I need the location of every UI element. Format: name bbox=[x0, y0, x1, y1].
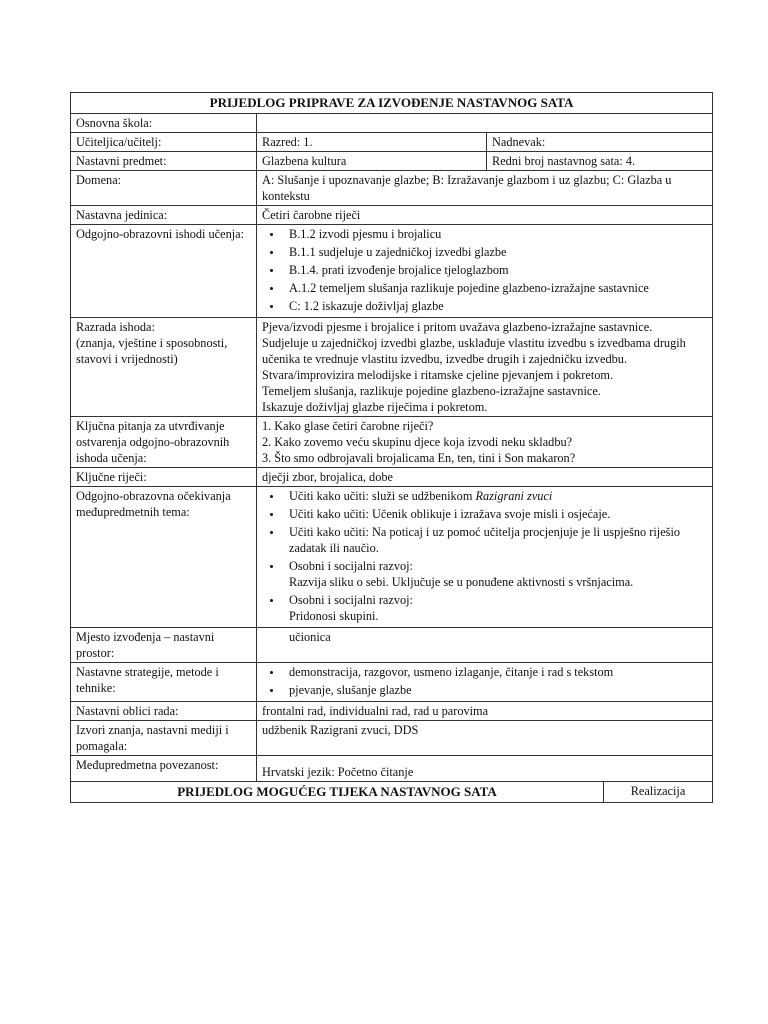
domain-label: Domena: bbox=[71, 171, 257, 206]
strategy-item: • demonstracija, razgovor, usmeno izlaganje, čitanje i rad s tekstom bbox=[283, 664, 707, 680]
keywords-row bbox=[71, 468, 713, 487]
domain-value: A: Slušanje i upoznavanje glazbe; B: Izražavanje glazbom i uz glazbu; C: Glazba u kontekstu bbox=[257, 171, 713, 206]
lesson-plan-table bbox=[70, 92, 713, 803]
elaboration-row bbox=[71, 318, 713, 417]
cross-curricular-label: Odgojno-obrazovna očekivanja međupredmetnih tema: bbox=[71, 487, 257, 628]
grade-cell: Razred: 1. bbox=[257, 133, 487, 152]
footer-row bbox=[71, 782, 713, 803]
strategy-item: • pjevanje, slušanje glazbe bbox=[283, 682, 707, 698]
lesson-plan-page bbox=[70, 92, 712, 803]
cross-item-heading: • Osobni i socijalni razvoj: bbox=[289, 559, 413, 573]
forms-label: Nastavni oblici rada: bbox=[71, 702, 257, 721]
outcomes-row bbox=[71, 225, 713, 318]
question-item: 2. Kako zovemo veću skupinu djece koja izvodi neku skladbu? bbox=[262, 435, 573, 449]
cross-item-text: Učiti kako učiti: služi se udžbenikom bbox=[289, 489, 476, 503]
title-row bbox=[71, 93, 713, 114]
date-cell: Nadnevak: bbox=[487, 133, 713, 152]
strategies-cell bbox=[257, 663, 713, 702]
elaboration-label bbox=[71, 318, 257, 417]
elaboration-label-subtitle: (znanja, vještine i sposobnosti, stavovi i vrijednosti) bbox=[76, 336, 228, 366]
elaboration-paragraph: Sudjeluje u zajedničkoj izvedbi glazbe, usklađuje vlastitu izvedbu s izvedbama drugih učenika te vrednuje vlastitu izvedbu, izvedbe drugih i zajedničku izvedbu. bbox=[262, 336, 686, 366]
teacher-row bbox=[71, 133, 713, 152]
teacher-label: Učiteljica/učitelj: bbox=[71, 133, 257, 152]
forms-row bbox=[71, 702, 713, 721]
question-item: 1. Kako glase četiri čarobne riječi? bbox=[262, 419, 434, 433]
realization-header: Realizacija bbox=[604, 782, 713, 803]
cross-item-heading: • Osobni i socijalni razvoj: bbox=[289, 593, 413, 607]
school-row bbox=[71, 114, 713, 133]
elaboration-paragraph: Iskazuje doživljaj glazbe riječima i pokretom. bbox=[262, 400, 488, 414]
subject-label: Nastavni predmet: bbox=[71, 152, 257, 171]
cross-item: • Učiti kako učiti: Na poticaj i uz pomoć učitelja procjenjuje je li uspješno riješio zadatak ili naučio. bbox=[283, 524, 707, 556]
place-value: učionica bbox=[257, 628, 713, 663]
strategies-label: Nastavne strategije, metode i tehnike: bbox=[71, 663, 257, 702]
unit-value: Četiri čarobne riječi bbox=[257, 206, 713, 225]
cross-item bbox=[283, 488, 707, 504]
links-value: Hrvatski jezik: Početno čitanje bbox=[257, 756, 713, 782]
place-row bbox=[71, 628, 713, 663]
keywords-value: dječji zbor, brojalica, dobe bbox=[257, 468, 713, 487]
school-label: Osnovna škola: bbox=[71, 114, 257, 133]
sources-row bbox=[71, 721, 713, 756]
cross-item bbox=[283, 558, 707, 590]
sources-label: Izvori znanja, nastavni mediji i pomagala: bbox=[71, 721, 257, 756]
outcomes-label: Odgojno-obrazovni ishodi učenja: bbox=[71, 225, 257, 318]
cross-item-body: Pridonosi skupini. bbox=[289, 609, 379, 623]
cross-item bbox=[283, 592, 707, 624]
cross-curricular-list bbox=[262, 488, 707, 624]
forms-value: frontalni rad, individualni rad, rad u parovima bbox=[257, 702, 713, 721]
elaboration-paragraph: Pjeva/izvodi pjesme i brojalice i pritom uvažava glazbeno-izražajne sastavnice. bbox=[262, 320, 653, 334]
strategies-row bbox=[71, 663, 713, 702]
place-label: Mjesto izvođenja – nastavni prostor: bbox=[71, 628, 257, 663]
elaboration-paragraph: Temeljem slušanja, razlikuje pojedine glazbeno-izražajne sastavnice. bbox=[262, 384, 601, 398]
question-item: 3. Što smo odbrojavali brojalicama En, ten, tini i Son makaron? bbox=[262, 451, 576, 465]
lesson-flow-title: PRIJEDLOG MOGUĆEG TIJEKA NASTAVNOG SATA bbox=[71, 782, 604, 803]
outcome-item: • B.1.2 izvodi pjesmu i brojalicu bbox=[283, 226, 707, 242]
school-value bbox=[257, 114, 713, 133]
links-label: Međupredmetna povezanost: bbox=[71, 756, 257, 782]
cross-curricular-row bbox=[71, 487, 713, 628]
domain-row bbox=[71, 171, 713, 206]
questions-label: Ključna pitanja za utvrđivanje ostvarenja odgojno-obrazovnih ishoda učenja: bbox=[71, 417, 257, 468]
outcome-item: • C: 1.2 iskazuje doživljaj glazbe bbox=[283, 298, 707, 314]
outcome-item: • B.1.4. prati izvođenje brojalice tjeloglazbom bbox=[283, 262, 707, 278]
keywords-label: Ključne riječi: bbox=[71, 468, 257, 487]
lesson-number-cell: Redni broj nastavnog sata: 4. bbox=[487, 152, 713, 171]
unit-label: Nastavna jedinica: bbox=[71, 206, 257, 225]
outcome-item: • B.1.1 sudjeluje u zajedničkoj izvedbi glazbe bbox=[283, 244, 707, 260]
unit-row bbox=[71, 206, 713, 225]
strategies-list bbox=[262, 664, 707, 698]
questions-cell bbox=[257, 417, 713, 468]
cross-curricular-cell bbox=[257, 487, 713, 628]
elaboration-cell bbox=[257, 318, 713, 417]
subject-value: Glazbena kultura bbox=[257, 152, 487, 171]
textbook-title: Razigrani zvuci bbox=[475, 489, 553, 503]
elaboration-label-title: Razrada ishoda: bbox=[76, 320, 155, 334]
elaboration-paragraph: Stvara/improvizira melodijske i ritamske cjeline pjevanjem i pokretom. bbox=[262, 368, 614, 382]
outcomes-cell bbox=[257, 225, 713, 318]
cross-item: • Učiti kako učiti: Učenik oblikuje i izražava svoje misli i osjećaje. bbox=[283, 506, 707, 522]
document-title: PRIJEDLOG PRIPRAVE ZA IZVOĐENJE NASTAVNOG SATA bbox=[71, 93, 713, 114]
outcome-item: • A.1.2 temeljem slušanja razlikuje pojedine glazbeno-izražajne sastavnice bbox=[283, 280, 707, 296]
questions-row bbox=[71, 417, 713, 468]
subject-row bbox=[71, 152, 713, 171]
outcomes-list bbox=[262, 226, 707, 314]
links-row bbox=[71, 756, 713, 782]
cross-item-body: Razvija sliku o sebi. Uključuje se u ponuđene aktivnosti s vršnjacima. bbox=[289, 575, 634, 589]
sources-value: udžbenik Razigrani zvuci, DDS bbox=[257, 721, 713, 756]
